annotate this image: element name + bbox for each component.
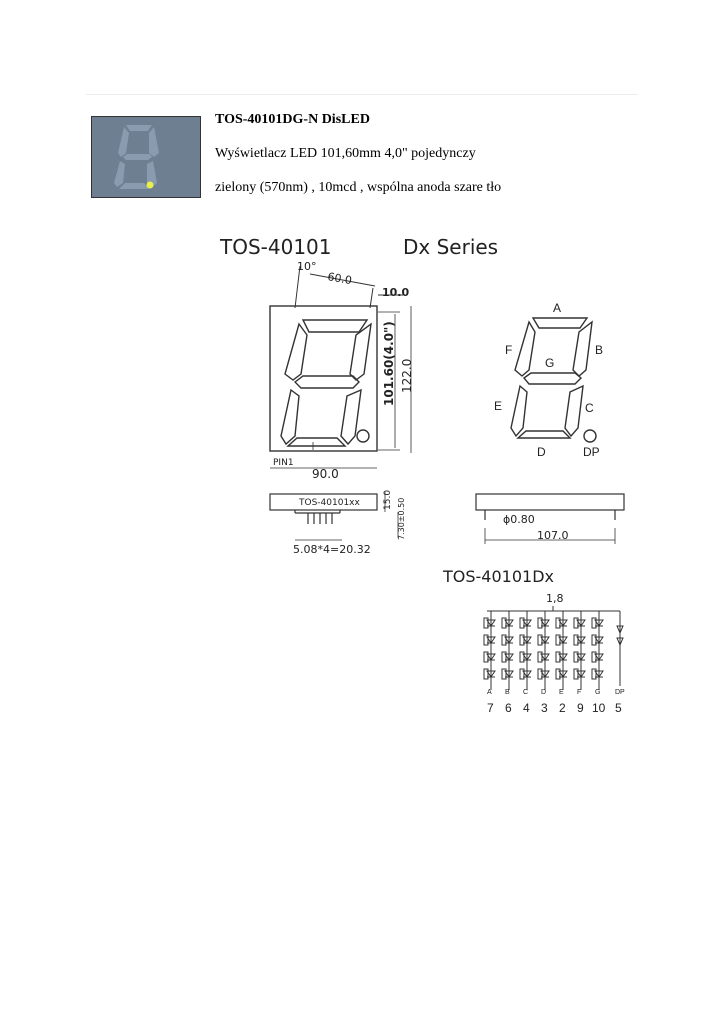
circuit-segment-letter: C (523, 689, 529, 696)
circuit-pin-number: 2 (559, 701, 566, 715)
product-description-line-2: zielony (570nm) , 10mcd , wspólna anoda szare tło (215, 180, 502, 195)
led-columns (484, 611, 603, 690)
dim-width-top: 60.0 (326, 270, 353, 288)
circuit-labels (487, 689, 625, 715)
pin1-label: PIN1 (273, 458, 294, 468)
led-column (574, 611, 585, 690)
circuit-segment-letter: A (487, 689, 492, 696)
circuit-segment-letter: DP (615, 689, 625, 696)
led-column (538, 611, 549, 690)
seven-segment-thumbnail-icon (92, 117, 200, 197)
segment-map (511, 318, 596, 442)
dim-pin-length: 7.30±0.50 (397, 497, 406, 540)
circuit-pin-number: 10 (592, 701, 606, 715)
dim-angle: 10° (297, 260, 317, 273)
circuit-segment-letter: G (595, 689, 601, 696)
product-title: TOS-40101DG-N DisLED (215, 112, 370, 127)
led-column (484, 611, 495, 690)
circuit-pin-number: 6 (505, 701, 512, 715)
circuit-title: TOS-40101Dx (443, 567, 554, 586)
circuit-segment-letter: B (505, 689, 510, 696)
seg-label-dp: DP (583, 445, 600, 459)
dim-side-height: 15.0 (383, 489, 393, 510)
dim-pin-pitch: 5.08*4=20.32 (293, 543, 371, 556)
circuit-pin-number: 5 (615, 701, 622, 715)
seg-label-a: A (553, 301, 562, 315)
circuit-segment-letter: D (541, 689, 547, 696)
circuit-pin-number: 9 (577, 701, 584, 715)
circuit-pin-number: 3 (541, 701, 548, 715)
led-column (520, 611, 531, 690)
led-column (556, 611, 567, 690)
product-thumbnail (91, 116, 201, 198)
dim-depth: 107.0 (537, 529, 569, 542)
led-column (592, 611, 603, 690)
seg-label-e: E (494, 399, 503, 413)
dim-right-margin: 10.0 (382, 286, 410, 299)
drawing-header-right: Dx Series (403, 235, 499, 259)
seg-label-b: B (595, 343, 604, 357)
seg-label-f: F (505, 343, 513, 357)
circuit-pin-number: 7 (487, 701, 494, 715)
product-description-line-1: Wyświetlacz LED 101,60mm 4,0" pojedynczy (215, 146, 476, 161)
header-divider (86, 94, 638, 95)
circuit-segment-letter: F (577, 689, 582, 696)
seg-label-c: C (585, 401, 594, 415)
side-part-label: TOS-40101xx (299, 498, 360, 508)
seg-label-d: D (537, 445, 546, 459)
common-pins-label: 1,8 (546, 592, 564, 605)
circuit-segment-letter: E (559, 689, 564, 696)
dim-digit-height: 101.60(4.0") (382, 321, 396, 406)
dim-pin-diameter: ϕ0.80 (503, 513, 535, 526)
led-column (502, 611, 513, 690)
dim-total-height: 122.0 (400, 358, 414, 393)
drawing-header-left: TOS-40101 (220, 235, 332, 259)
dim-width-bottom: 90.0 (312, 467, 339, 481)
circuit-pin-number: 4 (523, 701, 530, 715)
seg-label-g: G (545, 356, 555, 370)
technical-drawing (215, 228, 630, 720)
